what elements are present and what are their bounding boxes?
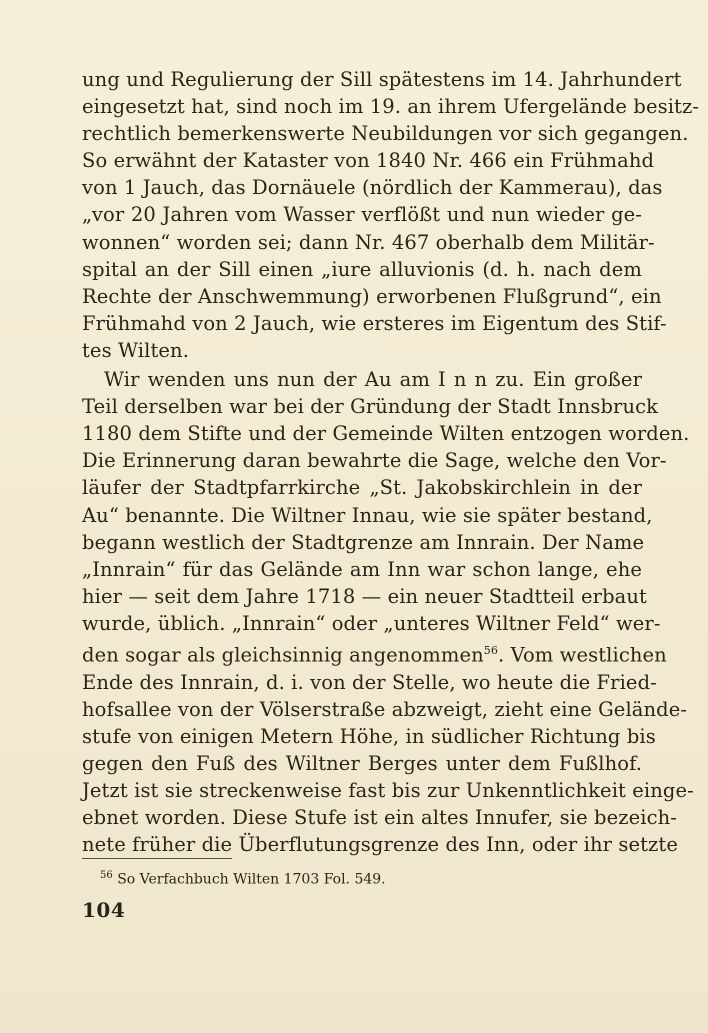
footnote — [100, 866, 386, 890]
text-segment: den sogar als gleichsinnig angenommen — [82, 643, 484, 667]
page-number: 104 — [82, 898, 126, 922]
text-line: hier — seit dem Jahre 1718 — ein neuer Stadtteil erbaut — [82, 584, 647, 608]
text-line: Au“ benannte. Die Wiltner Innau, wie sie später bestand, — [82, 503, 653, 527]
text-line: Rechte der Anschwemmung) erworbenen Flußgrund“, ein — [82, 284, 662, 308]
text-line: von 1 Jauch, das Dornäuele (nördlich der Kammerau), das — [82, 176, 663, 200]
body-text — [82, 66, 700, 858]
text-line: hofsallee von der Völserstraße abzweigt, zieht eine Gelände- — [82, 697, 688, 721]
text-line: Frühmahd von 2 Jauch, wie ersteres im Eigentum des Stif- — [82, 311, 667, 335]
text-line: tes Wilten. — [82, 338, 189, 362]
text-line-with-footnote — [82, 637, 667, 669]
text-line: gegen den Fuß des Wiltner Berges unter dem Fußlhof. — [82, 751, 642, 775]
text-line: eingesetzt hat, sind noch im 19. an ihrem Ufergelände besitz- — [82, 95, 700, 119]
text-line: spital an der Sill einen „iure alluvionis (d. h. nach dem — [82, 257, 642, 281]
text-line: Jetzt ist sie streckenweise fast bis zur Unkenntlichkeit einge- — [82, 778, 694, 802]
footnote-reference: 56 — [483, 643, 498, 657]
text-line: So erwähnt der Kataster von 1840 Nr. 466 ein Frühmahd — [82, 149, 655, 173]
text-line: wurde, üblich. „Innrain“ oder „unteres Wiltner Feld“ wer- — [82, 611, 661, 635]
text-line: stufe von einigen Metern Höhe, in südlicher Richtung bis — [82, 724, 656, 748]
text-segment: . Vom westlichen — [497, 643, 667, 667]
text-line: „vor 20 Jahren vom Wasser verflößt und nun wieder ge- — [82, 203, 642, 227]
text-line: „Innrain“ für das Gelände am Inn war schon lange, ehe — [82, 557, 642, 581]
text-line: nete früher die Überflutungsgrenze des Inn, oder ihr setzte — [82, 833, 678, 857]
text-line: Teil derselben war bei der Gründung der Stadt Innsbruck — [82, 395, 659, 419]
text-line: 1180 dem Stifte und der Gemeinde Wilten entzogen worden. — [82, 422, 690, 446]
text-line: begann westlich der Stadtgrenze am Innrain. Der Name — [82, 530, 645, 554]
text-line: Ende des Innrain, d. i. von der Stelle, wo heute die Fried- — [82, 670, 657, 694]
text-line: ung und Regulierung der Sill spätestens im 14. Jahrhundert — [82, 68, 682, 91]
footnote-rule — [82, 858, 232, 859]
text-line: Die Erinnerung daran bewahrte die Sage, welche den Vor- — [82, 449, 667, 473]
text-line: ebnet worden. Diese Stufe ist ein altes Innufer, sie bezeich- — [82, 806, 677, 830]
text-line: rechtlich bemerkenswerte Neubildungen vor sich gegangen. — [82, 122, 689, 146]
text-line: Wir wenden uns nun der Au am I n n zu. Ein großer — [104, 368, 642, 392]
footnote-text: So Verfachbuch Wilten 1703 Fol. 549. — [117, 871, 386, 888]
footnote-number: 56 — [100, 870, 113, 881]
text-line: läufer der Stadtpfarrkirche „St. Jakobskirchlein in der — [82, 476, 642, 500]
text-line: wonnen“ worden sei; dann Nr. 467 oberhalb dem Militär- — [82, 230, 655, 254]
